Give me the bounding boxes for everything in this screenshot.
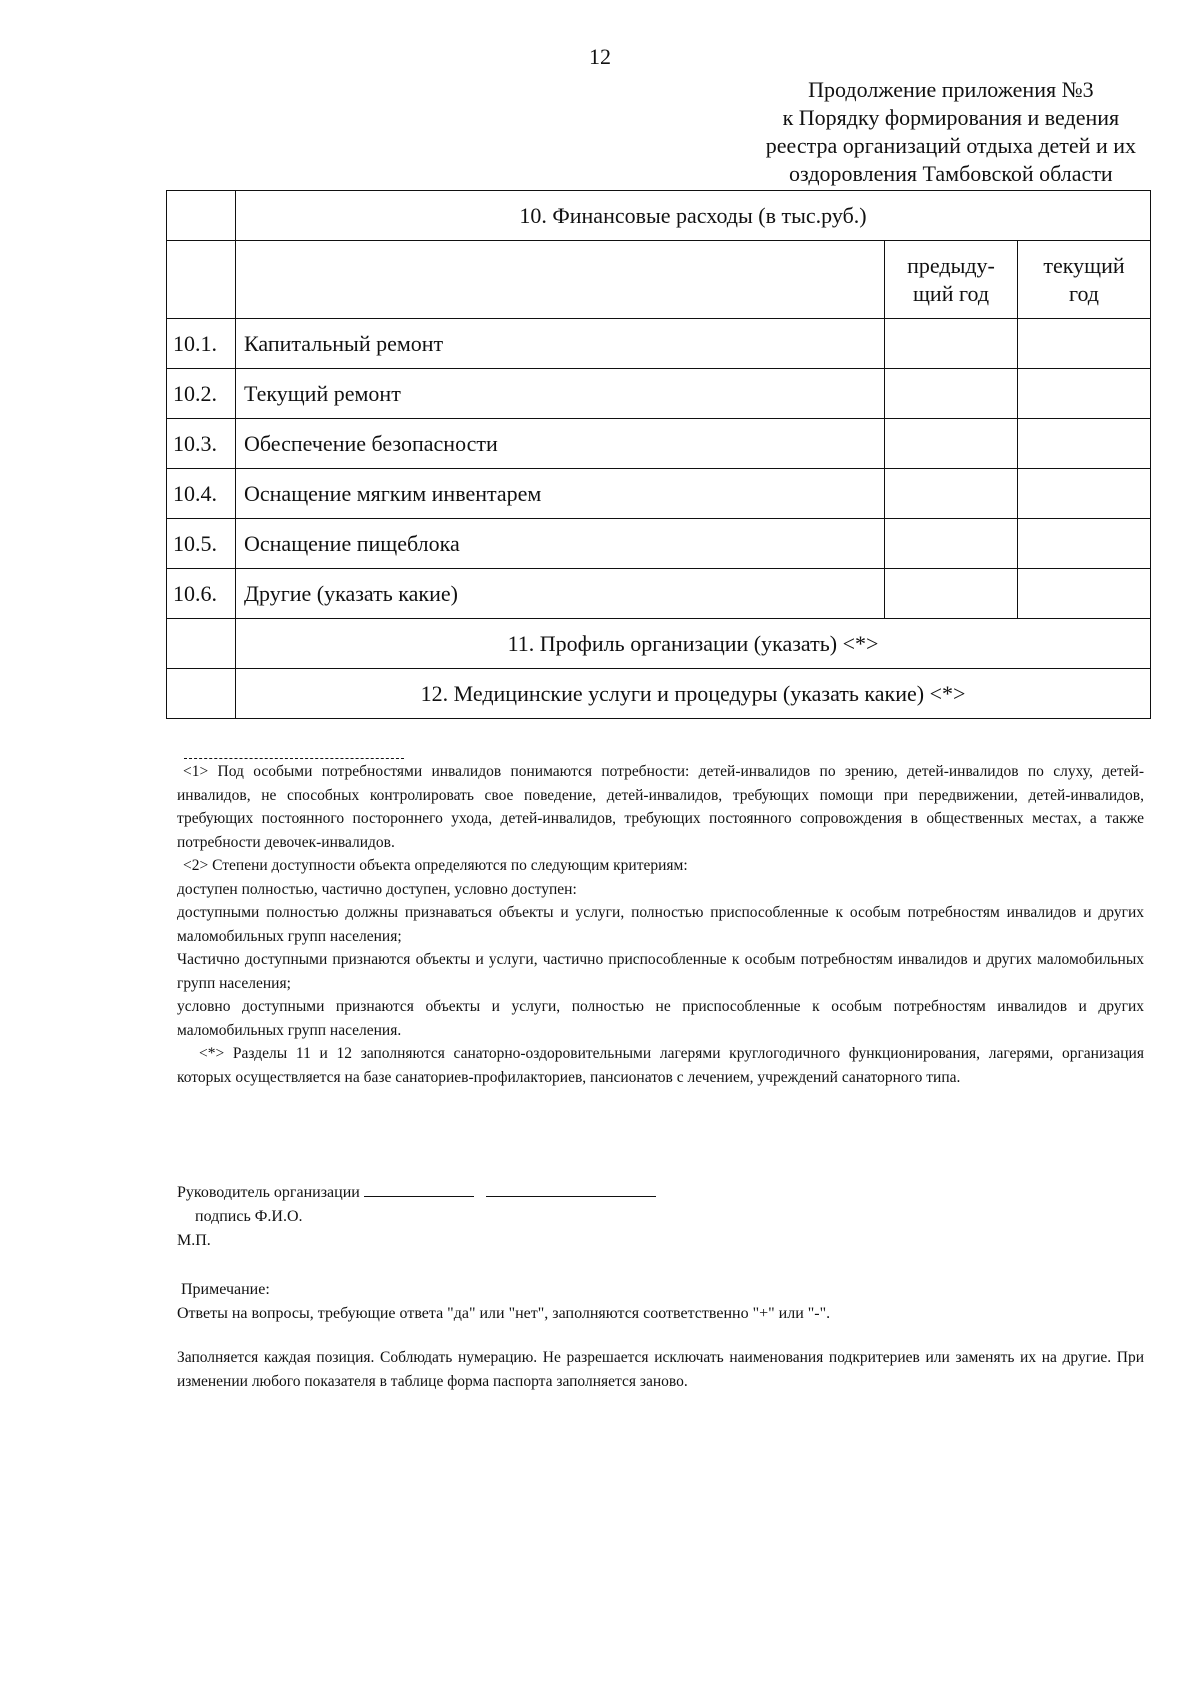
empty-cell — [236, 241, 885, 319]
current-year-value[interactable] — [1018, 419, 1151, 469]
header-line: оздоровления Тамбовской области — [789, 161, 1113, 186]
footnote-separator — [184, 758, 404, 759]
footnote-1: <1> Под особыми потребностями инвалидов понимаются потребности: детей-инвалидов по зрению, детей-инвалидов по слуху, детей-инвалидов, не способных контролировать свое поведение, детей-инвалидов, требующих помощи при передвижении, детей-инвалидов, требующих постоянного постороннего ухода, детей-инвалидов, требующих постоянного сопровождения в общественных местах, а также потребности девочек-инвалидов. — [177, 763, 1144, 851]
previous-year-value[interactable] — [885, 469, 1018, 519]
footnote-2-conditional: условно доступными признаются объекты и услуги, полностью не приспособленные к особым потребностям инвалидов и других маломобильных групп населения. — [177, 998, 1144, 1039]
current-year-value[interactable] — [1018, 569, 1151, 619]
column-header-previous-year — [885, 241, 1018, 319]
header-line: к Порядку формирования и ведения — [782, 105, 1120, 130]
header-line: Продолжение приложения №3 — [808, 77, 1094, 102]
row-name: Капитальный ремонт — [236, 319, 885, 369]
footnotes — [177, 760, 1144, 1089]
previous-year-value[interactable] — [885, 369, 1018, 419]
previous-year-value[interactable] — [885, 519, 1018, 569]
column-header-line: предыду- — [907, 252, 995, 278]
empty-cell — [167, 191, 236, 241]
row-number: 10.3. — [167, 419, 236, 469]
row-number: 10.4. — [167, 469, 236, 519]
section-10-title: 10. Финансовые расходы (в тыс.руб.) — [236, 191, 1151, 241]
row-name: Другие (указать какие) — [236, 569, 885, 619]
note-text: Ответы на вопросы, требующие ответа "да" или "нет", заполняются соответственно "+" или "-". — [177, 1305, 831, 1322]
stamp-label: М.П. — [177, 1232, 211, 1249]
row-number: 10.1. — [167, 319, 236, 369]
fill-rules-text: Заполняется каждая позиция. Соблюдать нумерацию. Не разрешается исключать наименования подкритериев или заменять их на другие. При изменении любого показателя в таблице форма паспорта заполняется заново. — [177, 1349, 1144, 1390]
previous-year-value[interactable] — [885, 569, 1018, 619]
current-year-value[interactable] — [1018, 319, 1151, 369]
section-11-title[interactable]: 11. Профиль организации (указать) <*> — [236, 619, 1151, 669]
current-year-value[interactable] — [1018, 369, 1151, 419]
signature-sublabels: подпись Ф.И.О. — [195, 1208, 303, 1225]
note-block — [177, 1278, 1141, 1326]
table-row — [167, 319, 1151, 369]
footnote-star: <*> Разделы 11 и 12 заполняются санаторно-оздоровительными лагерями круглогодичного функционирования, лагерями, организация которых осуществляется на базе санаториев-профилакториев, пансионатов с лечением, учреждений санаторного типа. — [177, 1045, 1144, 1086]
column-header-line: текущий — [1043, 252, 1125, 278]
table-row — [167, 669, 1151, 719]
page-number: 12 — [589, 44, 611, 69]
table-header-row — [167, 241, 1151, 319]
current-year-value[interactable] — [1018, 469, 1151, 519]
column-header-line: щий год — [912, 280, 990, 306]
section-12-title[interactable]: 12. Медицинские услуги и процедуры (указать какие) <*> — [236, 669, 1151, 719]
row-name: Обеспечение безопасности — [236, 419, 885, 469]
previous-year-value[interactable] — [885, 419, 1018, 469]
table-row — [167, 519, 1151, 569]
appendix-header — [766, 76, 1136, 188]
table-row — [167, 191, 1151, 241]
signature-line — [177, 1180, 656, 1205]
table-row — [167, 469, 1151, 519]
row-number: 10.5. — [167, 519, 236, 569]
table-row — [167, 619, 1151, 669]
signature-block — [177, 1180, 656, 1253]
row-name: Текущий ремонт — [236, 369, 885, 419]
table-row — [167, 419, 1151, 469]
column-header-current-year — [1018, 241, 1151, 319]
fill-rules — [177, 1346, 1144, 1393]
empty-cell — [167, 619, 236, 669]
note-title: Примечание: — [181, 1281, 270, 1298]
row-name: Оснащение пищеблока — [236, 519, 885, 569]
footnote-2-full: доступными полностью должны признаваться объекты и услуги, полностью приспособленные к особым потребностям инвалидов и других маломобильных групп населения; — [177, 904, 1144, 945]
head-label: Руководитель организации — [177, 1184, 360, 1201]
footnote-2-partial: Частично доступными признаются объекты и услуги, частично приспособленные к особым потребностям инвалидов и других маломобильных групп населения; — [177, 951, 1144, 992]
table-row — [167, 569, 1151, 619]
full-name-field[interactable] — [486, 1180, 656, 1197]
row-number: 10.2. — [167, 369, 236, 419]
empty-cell — [167, 241, 236, 319]
header-line: реестра организаций отдыха детей и их — [765, 133, 1136, 158]
signature-field[interactable] — [364, 1180, 474, 1197]
footnote-2: <2> Степени доступности объекта определяются по следующим критериям: — [183, 857, 688, 874]
row-name: Оснащение мягким инвентарем — [236, 469, 885, 519]
row-number: 10.6. — [167, 569, 236, 619]
previous-year-value[interactable] — [885, 319, 1018, 369]
column-header-line: год — [1068, 280, 1100, 306]
table-row — [167, 369, 1151, 419]
footnote-2-criteria: доступен полностью, частично доступен, условно доступен: — [177, 880, 577, 898]
empty-cell — [167, 669, 236, 719]
financial-table — [166, 190, 1151, 719]
current-year-value[interactable] — [1018, 519, 1151, 569]
